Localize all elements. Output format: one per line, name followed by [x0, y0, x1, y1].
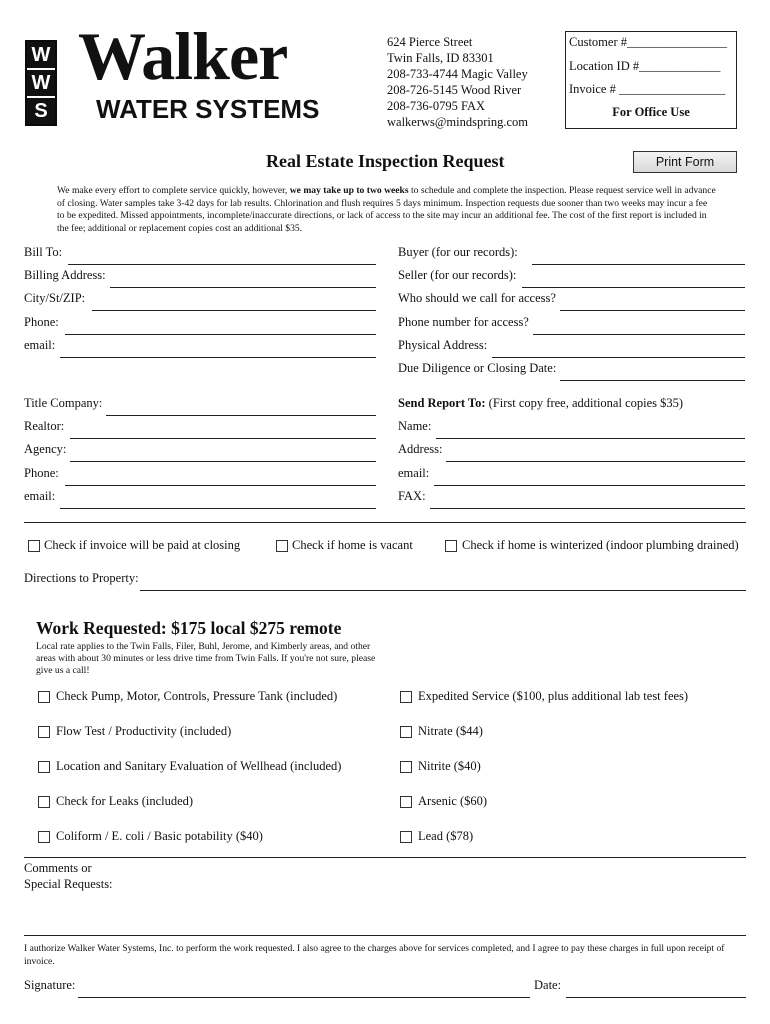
logo-letter: W [27, 42, 55, 68]
report-address-label: Address: [398, 442, 443, 456]
access-phone-label: Phone number for access? [398, 315, 529, 329]
billing-address-input[interactable] [110, 287, 376, 288]
title-company-input[interactable] [106, 415, 376, 416]
logo-letter: S [27, 98, 55, 124]
customer-number-field[interactable]: Customer #________________ [569, 35, 727, 49]
local-rate-note: Local rate applies to the Twin Falls, Filer, Buhl, Jerome, and Kimberly areas, and other areas with about 30 minutes or less drive time from Twin Falls. If you're not sure, please give us a call! [36, 641, 376, 676]
email-input[interactable] [60, 508, 376, 509]
address-line: 208-726-5145 Wood River [387, 83, 522, 97]
flow-test-label: Flow Test / Productivity (included) [56, 724, 232, 738]
section-divider [24, 857, 746, 858]
company-address [387, 34, 528, 130]
check-pump-label: Check Pump, Motor, Controls, Pressure Tank (included) [56, 689, 338, 703]
signature-label: Signature: [24, 978, 76, 992]
nitrite-checkbox[interactable] [400, 761, 412, 773]
check-pump-checkbox[interactable] [38, 691, 50, 703]
paid-at-closing-label: Check if invoice will be paid at closing [44, 538, 241, 552]
bill-to-input[interactable] [68, 264, 376, 265]
intro-text: to schedule and complete the inspection. Please request service well in advance of closing. Water samples take 3-42 days for lab results. Chlorination and flush requires 5 days minimum. Inspection requests due sooner than two weeks may incur a fee to be expedited. Missed appointments, incomplete/inaccurate directions, or lack of access to the site may incur an additional fee. The cost of the first report is included in the fee; additional or replacement copies cost an additional $35. [57, 185, 716, 234]
wellhead-evaluation-checkbox[interactable] [38, 761, 50, 773]
check-leaks-checkbox[interactable] [38, 796, 50, 808]
logo-name: Walker [78, 18, 288, 94]
section-divider [24, 522, 746, 523]
physical-address-input[interactable] [492, 357, 745, 358]
phone-label: Phone: [24, 315, 59, 329]
realtor-input[interactable] [70, 438, 376, 439]
arsenic-checkbox[interactable] [400, 796, 412, 808]
signature-input[interactable] [78, 997, 530, 998]
home-vacant-checkbox[interactable] [276, 540, 288, 552]
date-label: Date: [534, 978, 562, 992]
closing-date-input[interactable] [560, 380, 745, 381]
buyer-input[interactable] [532, 264, 745, 265]
invoice-number-field[interactable]: Invoice # _________________ [569, 82, 726, 96]
address-line: Twin Falls, ID 83301 [387, 51, 494, 65]
physical-address-label: Physical Address: [398, 338, 488, 352]
intro-text: We make every effort to complete service quickly, however, [57, 185, 290, 196]
report-fax-label: FAX: [398, 489, 426, 503]
arsenic-label: Arsenic ($60) [418, 794, 488, 808]
agency-label: Agency: [24, 442, 67, 456]
location-id-field[interactable]: Location ID #_____________ [569, 59, 721, 73]
email-label: email: [24, 338, 56, 352]
print-form-button[interactable]: Print Form [633, 151, 737, 173]
nitrate-label: Nitrate ($44) [418, 724, 483, 738]
work-requested-heading: Work Requested: $175 local $275 remote [36, 618, 342, 638]
address-line: 624 Pierce Street [387, 35, 473, 49]
report-name-label: Name: [398, 419, 432, 433]
authorization-statement: I authorize Walker Water Systems, Inc. to perform the work requested. I also agree to the charges above for services completed, and I agree to pay these charges in full upon receipt of invoice. [24, 943, 725, 967]
special-requests-label: Special Requests: [24, 877, 113, 891]
phone-label: Phone: [24, 466, 59, 480]
home-vacant-label: Check if home is vacant [292, 538, 413, 552]
paid-at-closing-checkbox[interactable] [28, 540, 40, 552]
directions-input[interactable] [140, 590, 746, 591]
access-contact-input[interactable] [560, 310, 745, 311]
phone-input[interactable] [65, 485, 376, 486]
section-divider [24, 935, 746, 936]
wellhead-evaluation-label: Location and Sanitary Evaluation of Wellhead (included) [56, 759, 342, 773]
lead-label: Lead ($78) [418, 829, 474, 843]
email-input[interactable] [60, 357, 376, 358]
comments-input[interactable] [120, 866, 746, 930]
nitrite-label: Nitrite ($40) [418, 759, 481, 773]
check-leaks-label: Check for Leaks (included) [56, 794, 194, 808]
intro-bold-text: we may take up to two weeks [289, 185, 409, 196]
phone-input[interactable] [65, 334, 376, 335]
directions-label: Directions to Property: [24, 571, 139, 585]
report-email-label: email: [398, 466, 430, 480]
report-email-input[interactable] [434, 485, 745, 486]
flow-test-checkbox[interactable] [38, 726, 50, 738]
lead-checkbox[interactable] [400, 831, 412, 843]
date-input[interactable] [566, 997, 746, 998]
seller-input[interactable] [522, 287, 745, 288]
access-phone-input[interactable] [533, 334, 745, 335]
intro-paragraph [57, 185, 717, 235]
city-st-zip-input[interactable] [92, 310, 376, 311]
access-contact-label: Who should we call for access? [398, 291, 556, 305]
report-fax-input[interactable] [430, 508, 745, 509]
email-label: email: [24, 489, 56, 503]
address-line: 208-733-4744 Magic Valley [387, 67, 528, 81]
nitrate-checkbox[interactable] [400, 726, 412, 738]
report-address-input[interactable] [446, 461, 745, 462]
title-company-label: Title Company: [24, 396, 103, 410]
bill-to-label: Bill To: [24, 245, 63, 259]
coliform-label: Coliform / E. coli / Basic potability ($40) [56, 829, 263, 843]
closing-date-label: Due Diligence or Closing Date: [398, 361, 557, 375]
home-winterized-checkbox[interactable] [445, 540, 457, 552]
logo-badge [25, 40, 57, 126]
billing-address-label: Billing Address: [24, 268, 106, 282]
home-winterized-label: Check if home is winterized (indoor plumbing drained) [462, 538, 739, 552]
realtor-label: Realtor: [24, 419, 65, 433]
expedited-service-label: Expedited Service ($100, plus additional lab test fees) [418, 689, 689, 703]
comments-label: Comments or [24, 861, 92, 875]
send-report-note: (First copy free, additional copies $35) [485, 396, 684, 410]
logo-letter: W [27, 70, 55, 96]
expedited-service-checkbox[interactable] [400, 691, 412, 703]
buyer-label: Buyer (for our records): [398, 245, 518, 259]
form-title: Real Estate Inspection Request [266, 151, 505, 171]
send-report-label: Send Report To: [398, 396, 486, 410]
office-use-label: For Office Use [612, 105, 690, 119]
coliform-checkbox[interactable] [38, 831, 50, 843]
seller-label: Seller (for our records): [398, 268, 517, 282]
agency-input[interactable] [70, 461, 376, 462]
send-report-heading [398, 396, 683, 411]
city-st-zip-label: City/St/ZIP: [24, 291, 86, 305]
office-use-box [565, 31, 737, 129]
address-email: walkerws@mindspring.com [387, 115, 529, 129]
address-line: 208-736-0795 FAX [387, 99, 486, 113]
logo-subtitle: WATER SYSTEMS [96, 94, 320, 124]
report-name-input[interactable] [436, 438, 745, 439]
